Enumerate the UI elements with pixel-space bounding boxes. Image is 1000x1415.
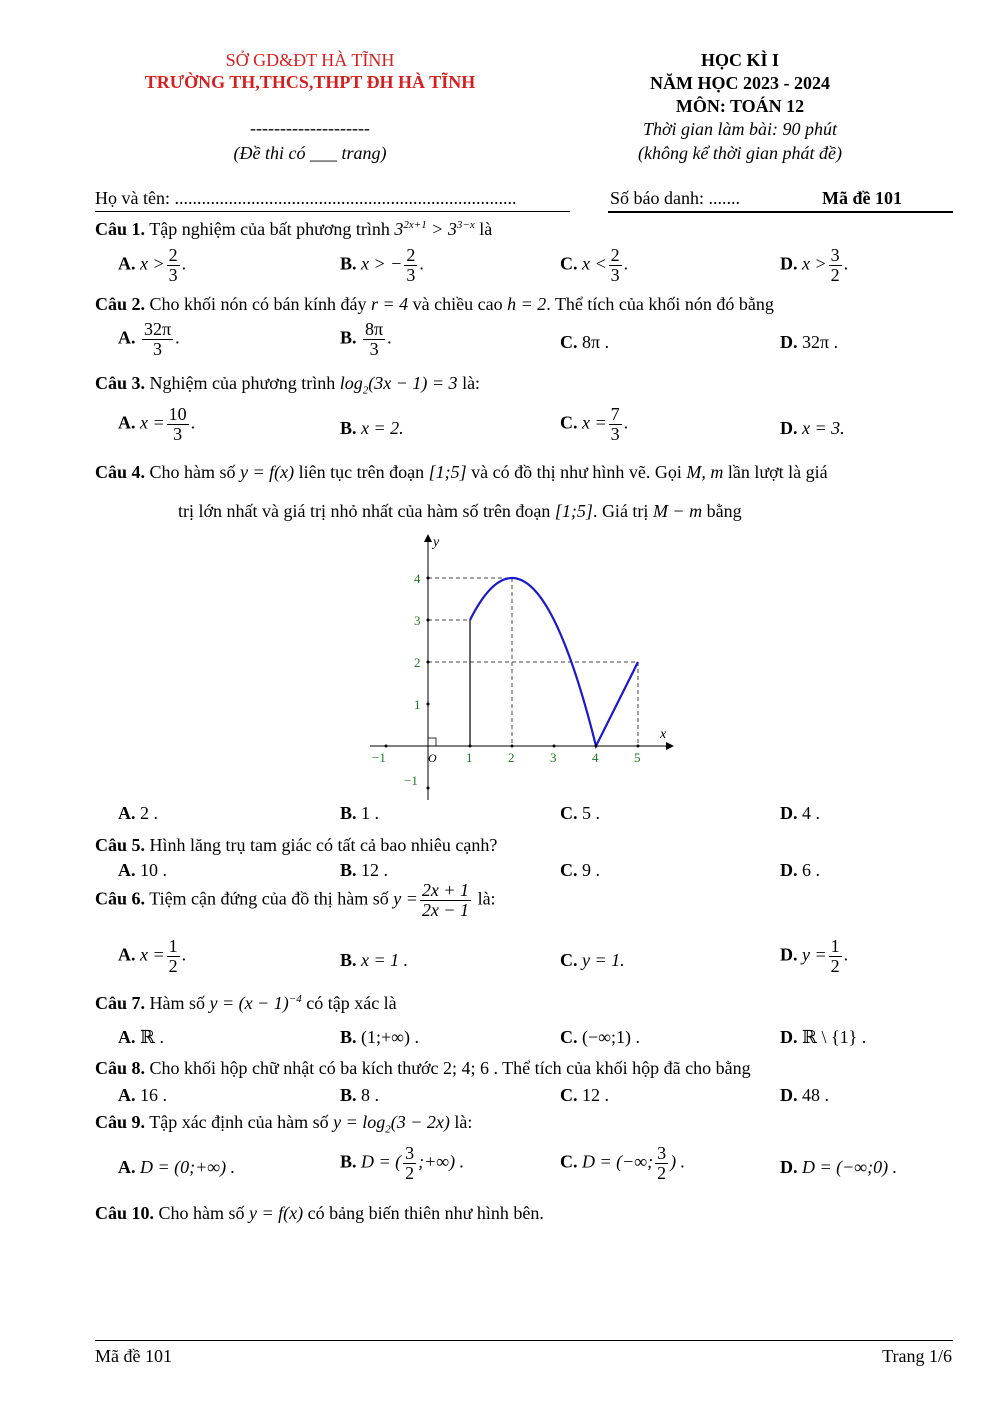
svg-text:4: 4 [592,750,599,765]
q9-option-b[interactable]: B. D = ( $\frac{3}{2}$ ;+∞) . [340,1143,465,1183]
q4-option-b[interactable]: B. 1 . [340,803,380,823]
q3-option-a[interactable]: A. x = $\frac{10}{3}$ . [118,404,196,444]
question-3: Câu 3. Nghiệm của phương trình $\log_2(3x - 1) = 3$ là: [95,373,481,397]
id-underline [608,211,953,213]
q1-option-c[interactable]: C. x < $\frac{2}{3}$ . [560,245,629,285]
y-tick-labels [404,571,421,788]
svg-text:4: 4 [414,571,421,586]
q9-option-c[interactable]: C. D = (−∞; $\frac{3}{2}$ ) . [560,1143,686,1183]
question-2: Câu 2. Cho khối nón có bán kính đáy r = 4 và chiều cao h = 2. Thể tích của khối nón đó bằng [95,294,774,314]
student-id-field: Số báo danh: ....... [610,188,740,208]
student-name-field: Họ và tên: ............................................................................ [95,188,517,208]
guide-lines [428,578,638,746]
q3-option-d[interactable]: D. x = 3. [780,418,845,438]
q2-option-c[interactable]: C. 8π . [560,332,610,352]
duration-note: (không kể thời gian phát đề) [637,143,843,163]
q5-option-a[interactable]: A. 10 . [118,860,167,880]
y-axis-label: y [433,535,440,550]
svg-text:3: 3 [414,613,421,628]
term-title: HỌC KÌ I [700,50,779,70]
svg-text:2: 2 [508,750,515,765]
question-8: Câu 8. Cho khối hộp chữ nhật có ba kích thước 2; 4; 6 . Thể tích của khối hộp đã cho bằng [95,1058,751,1078]
q6-option-b[interactable]: B. x = 1 . [340,950,409,970]
q1-option-b[interactable]: B. x > − $\frac{2}{3}$ . [340,245,424,285]
q6-option-d[interactable]: D. y = $\frac{1}{2}$ . [780,936,849,976]
department-name: SỞ GD&ĐT HÀ TĨNH [225,50,395,70]
svg-text:2: 2 [414,655,421,670]
q3-option-b[interactable]: B. x = 2. [340,418,404,438]
q4-option-a[interactable]: A. 2 . [118,803,158,823]
function-graph [360,530,680,805]
school-name: TRƯỜNG TH,THCS,THPT ĐH HÀ TĨNH [144,72,476,92]
pages-note: (Đề thi có ___ trang) [233,143,387,163]
question-4-line2: trị lớn nhất và giá trị nhỏ nhất của hàm số trên đoạn [1;5]. Giá trị M − m bằng [178,501,742,521]
q4-option-c[interactable]: C. 5 . [560,803,600,823]
q7-option-c[interactable]: C. (−∞;1) . [560,1027,640,1047]
q8-option-c[interactable]: C. 12 . [560,1085,609,1105]
q8-option-d[interactable]: D. 48 . [780,1085,829,1105]
q8-option-b[interactable]: B. 8 . [340,1085,380,1105]
svg-text:1: 1 [414,697,421,712]
origin-label: O [428,751,437,765]
q3-option-c[interactable]: C. x = $\frac{7}{3}$ . [560,404,629,444]
question-10: Câu 10. Cho hàm số y = f(x) có bảng biến thiên như hình bên. [95,1203,544,1223]
x-tick-labels [372,750,641,765]
q2-option-b[interactable]: B. $\frac{8\pi}{3}$ . [340,319,392,359]
svg-text:−1: −1 [404,773,418,788]
question-4: Câu 4. Cho hàm số y = f(x) liên tục trên đoạn [1;5] và có đồ thị như hình vẽ. Gọi M, m lần lượt là giá [95,462,828,482]
q5-option-b[interactable]: B. 12 . [340,860,389,880]
header-divider: -------------------- [250,118,370,138]
x-axis-label: x [660,727,667,742]
q4-option-d[interactable]: D. 4 . [780,803,820,823]
question-7: Câu 7. Hàm số $y = (x - 1)^{-4}$ có tập xác là [95,993,397,1013]
subject-title: MÔN: TOÁN 12 [675,96,805,116]
school-year: NĂM HỌC 2023 - 2024 [650,73,830,93]
svg-text:3: 3 [550,750,557,765]
q2-option-a[interactable]: A. $\frac{32\pi}{3}$ . [118,319,180,359]
svg-text:1: 1 [466,750,473,765]
question-6: Câu 6. Tiệm cận đứng của đồ thị hàm số y = $\frac{2x + 1}{2x - 1}$ là: [95,880,496,920]
svg-text:5: 5 [634,750,641,765]
q2-option-d[interactable]: D. 32π . [780,332,839,352]
q1-option-a[interactable]: A. x > $\frac{2}{3}$ . [118,245,187,285]
question-9: Câu 9. Tập xác định của hàm số $y = \log_2(3 - 2x)$ là: [95,1112,473,1136]
q7-option-d[interactable]: D. ℝ \ {1} . [780,1027,867,1047]
q5-option-c[interactable]: C. 9 . [560,860,600,880]
question-1: Câu 1. Tập nghiệm của bất phương trình $3^{2x+1} > 3^{3-x}$ là [95,219,493,239]
question-5: Câu 5. Hình lăng trụ tam giác có tất cả bao nhiêu cạnh? [95,835,498,855]
q6-option-a[interactable]: A. x = $\frac{1}{2}$ . [118,936,187,976]
footer-rule [95,1340,953,1341]
q7-option-a[interactable]: A. ℝ . [118,1027,164,1047]
name-underline [95,211,570,212]
q9-option-d[interactable]: D. D = (−∞;0) . [780,1157,898,1177]
right-angle-marker [428,738,436,746]
svg-text:−1: −1 [372,750,386,765]
q9-option-a[interactable]: A. D = (0;+∞) . [118,1157,236,1177]
q1-option-d[interactable]: D. x > $\frac{3}{2}$ . [780,245,849,285]
q5-option-d[interactable]: D. 6 . [780,860,820,880]
q7-option-b[interactable]: B. (1;+∞) . [340,1027,419,1047]
q8-option-a[interactable]: A. 16 . [118,1085,167,1105]
footer-page-number: Trang 1/6 [882,1346,952,1366]
footer-exam-code: Mã đề 101 [95,1346,172,1366]
exam-duration: Thời gian làm bài: 90 phút [642,119,838,139]
q6-option-c[interactable]: C. y = 1. [560,950,625,970]
exam-code: Mã đề 101 [822,188,902,208]
